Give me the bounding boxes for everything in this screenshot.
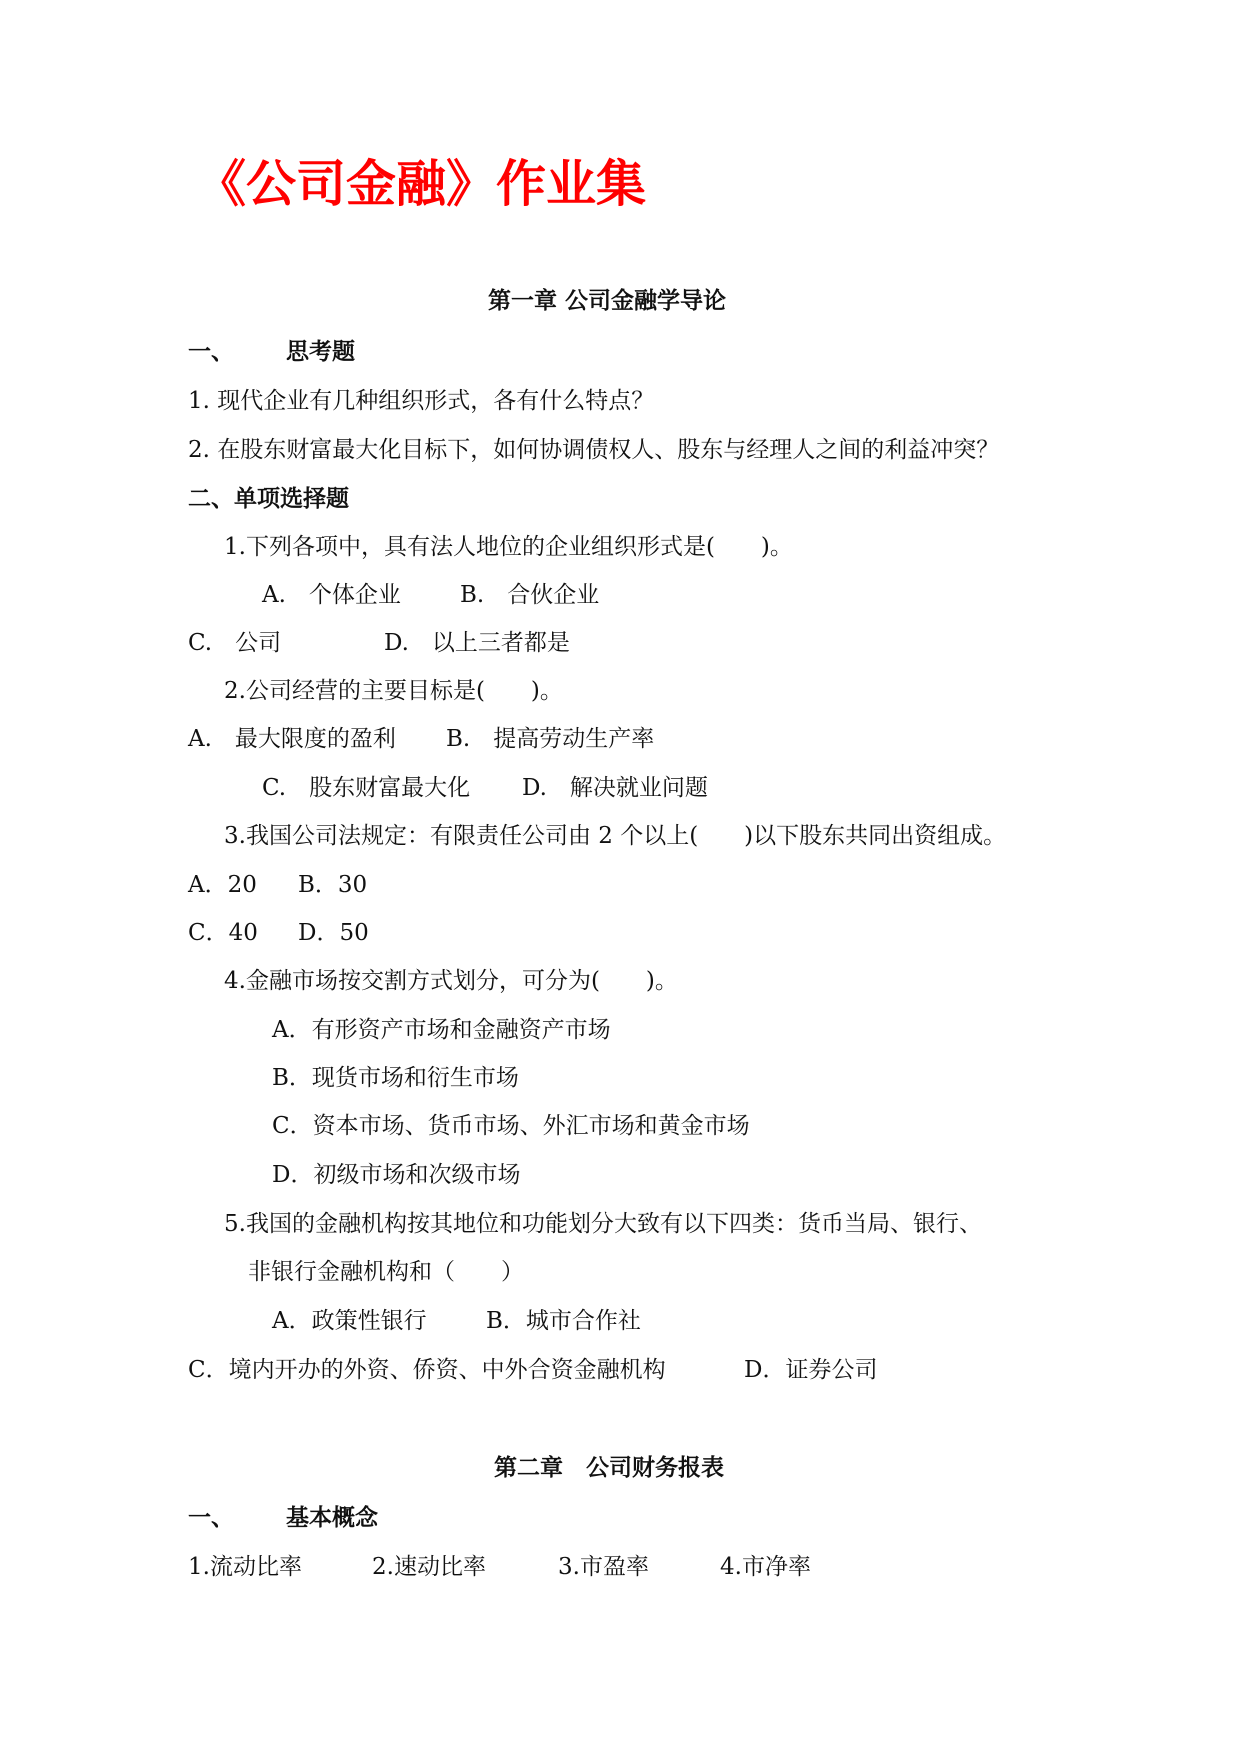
option: C. 股东财富最大化	[262, 775, 471, 801]
question-stem: 1.下列各项中，具有法人地位的企业组织形式是( )。	[224, 534, 793, 560]
concept-item: 3.市盈率	[558, 1554, 649, 1580]
chapter-2-heading: 第二章 公司财务报表	[494, 1455, 724, 1481]
option: B．城市合作社	[486, 1308, 641, 1334]
concept-item: 2.速动比率	[372, 1554, 486, 1580]
section-number: 一、	[188, 1505, 234, 1531]
question-item: 2. 在股东财富最大化目标下，如何协调债权人、股东与经理人之间的利益冲突？	[188, 437, 1000, 463]
option: C. 公司	[188, 630, 282, 656]
concept-item: 1.流动比率	[188, 1554, 302, 1580]
document-title: 《公司金融》作业集	[196, 155, 646, 213]
question-item: 1. 现代企业有几种组织形式，各有什么特点？	[188, 388, 655, 414]
option: D. 以上三者都是	[384, 630, 570, 656]
option: C．40	[188, 920, 258, 946]
option: B. 提高劳动生产率	[446, 726, 655, 752]
option: A．20	[188, 872, 257, 898]
section-label: 基本概念	[286, 1505, 378, 1531]
option: A. 最大限度的盈利	[188, 726, 396, 752]
question-stem-continued: 非银行金融机构和（ ）	[248, 1259, 524, 1285]
chapter-2-section-1-heading	[188, 1503, 378, 1533]
section-number: 一、	[188, 339, 234, 365]
option: B. 合伙企业	[460, 582, 600, 608]
chapter-1-section-1-heading	[188, 337, 355, 367]
option: A．有形资产市场和金融资产市场	[272, 1017, 611, 1043]
option: A．政策性银行	[272, 1308, 427, 1334]
option: D．证券公司	[744, 1357, 878, 1383]
question-stem: 4.金融市场按交割方式划分，可分为( )。	[224, 968, 678, 994]
option: A. 个体企业	[262, 582, 401, 608]
option: D. 解决就业问题	[522, 775, 708, 801]
question-stem: 3.我国公司法规定：有限责任公司由 2 个以上( )以下股东共同出资组成。	[224, 823, 1007, 849]
option: C．境内开办的外资、侨资、中外合资金融机构	[188, 1357, 666, 1383]
option: D．初级市场和次级市场	[272, 1162, 521, 1188]
concept-item: 4.市净率	[720, 1554, 811, 1580]
chapter-1-heading: 第一章 公司金融学导论	[488, 288, 727, 314]
question-stem: 5.我国的金融机构按其地位和功能划分大致有以下四类：货币当局、银行、	[224, 1211, 982, 1237]
chapter-1-section-2-heading: 二、单项选择题	[188, 486, 349, 512]
option: D．50	[298, 920, 369, 946]
option: B．现货市场和衍生市场	[272, 1065, 519, 1091]
section-label: 思考题	[286, 339, 355, 365]
option: C．资本市场、货币市场、外汇市场和黄金市场	[272, 1113, 750, 1139]
option: B．30	[298, 872, 368, 898]
question-stem: 2.公司经营的主要目标是( )。	[224, 678, 563, 704]
